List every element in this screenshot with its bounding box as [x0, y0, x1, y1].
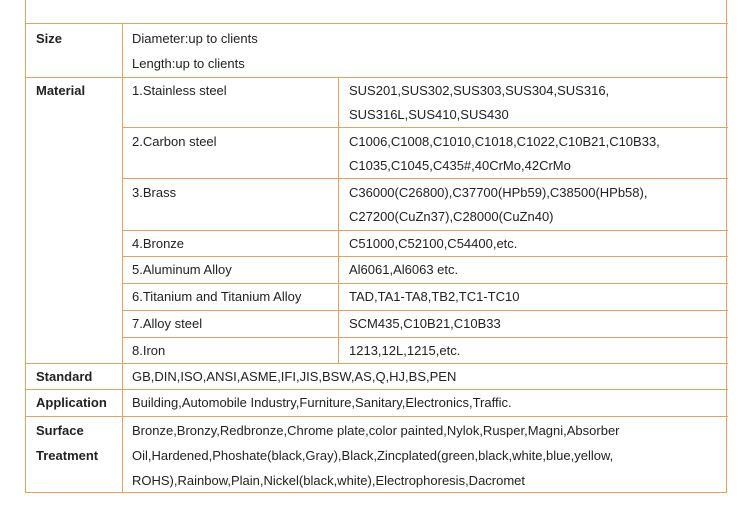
- divider: [122, 127, 728, 128]
- material-name: 6.Titanium and Titanium Alloy: [132, 289, 302, 304]
- material-name: 1.Stainless steel: [132, 83, 227, 98]
- divider: [26, 416, 728, 417]
- material-name: 5.Aluminum Alloy: [132, 262, 232, 277]
- material-grades: C36000(C26800),C37700(HPb59),C38500(HPb58),: [349, 185, 648, 200]
- material-grades: SUS316L,SUS410,SUS430: [349, 107, 509, 122]
- material-name: 8.Iron: [132, 343, 166, 358]
- material-grades: C51000,C52100,C54400,etc.: [349, 236, 518, 251]
- material-name: 3.Brass: [132, 185, 177, 200]
- surface-treatment-label: Surface: [36, 423, 84, 438]
- material-name: 7.Alloy steel: [132, 316, 203, 331]
- material-name: 2.Carbon steel: [132, 134, 217, 149]
- material-grades: 1213,12L,1215,etc.: [349, 343, 461, 358]
- standard-value: GB,DIN,ISO,ANSI,ASME,IFI,JIS,BSW,AS,Q,HJ,BS,PEN: [132, 369, 457, 384]
- material-label: Material: [36, 83, 86, 98]
- material-grades: SUS201,SUS302,SUS303,SUS304,SUS316,: [349, 83, 610, 98]
- material-grades: C1006,C1008,C1010,C1018,C1022,C10B21,C10B33,: [349, 134, 660, 149]
- material-grades: C27200(CuZn37),C28000(CuZn40): [349, 209, 554, 224]
- material-grades: TAD,TA1-TA8,TB2,TC1-TC10: [349, 289, 520, 304]
- material-grades: Al6061,Al6063 etc.: [349, 262, 459, 277]
- size-label: Size: [36, 31, 63, 46]
- material-grades: SCM435,C10B21,C10B33: [349, 316, 501, 331]
- size-length: Length:up to clients: [132, 56, 245, 71]
- spec-table: [25, 0, 727, 493]
- surface-treatment-label: Treatment: [36, 448, 99, 463]
- material-name: 4.Bronze: [132, 236, 185, 251]
- material-grades: C1035,C1045,C435#,40CrMo,42CrMo: [349, 158, 571, 173]
- surface-treatment-value: Oil,Hardened,Phoshate(black,Gray),Black,Zincplated(green,black,white,blue,yellow,: [132, 448, 614, 463]
- surface-treatment-value: ROHS),Rainbow,Plain,Nickel(black,white),Electrophoresis,Dacromet: [132, 473, 526, 488]
- application-value: Building,Automobile Industry,Furniture,Sanitary,Electronics,Traffic.: [132, 395, 512, 410]
- divider: [26, 23, 728, 24]
- surface-treatment-value: Bronze,Bronzy,Redbronze,Chrome plate,color painted,Nylok,Rusper,Magni,Absorber: [132, 423, 620, 438]
- standard-label: Standard: [36, 369, 93, 384]
- divider: [122, 23, 123, 493]
- application-label: Application: [36, 395, 107, 410]
- divider: [122, 178, 728, 179]
- size-diameter: Diameter:up to clients: [132, 31, 258, 46]
- divider: [338, 77, 339, 363]
